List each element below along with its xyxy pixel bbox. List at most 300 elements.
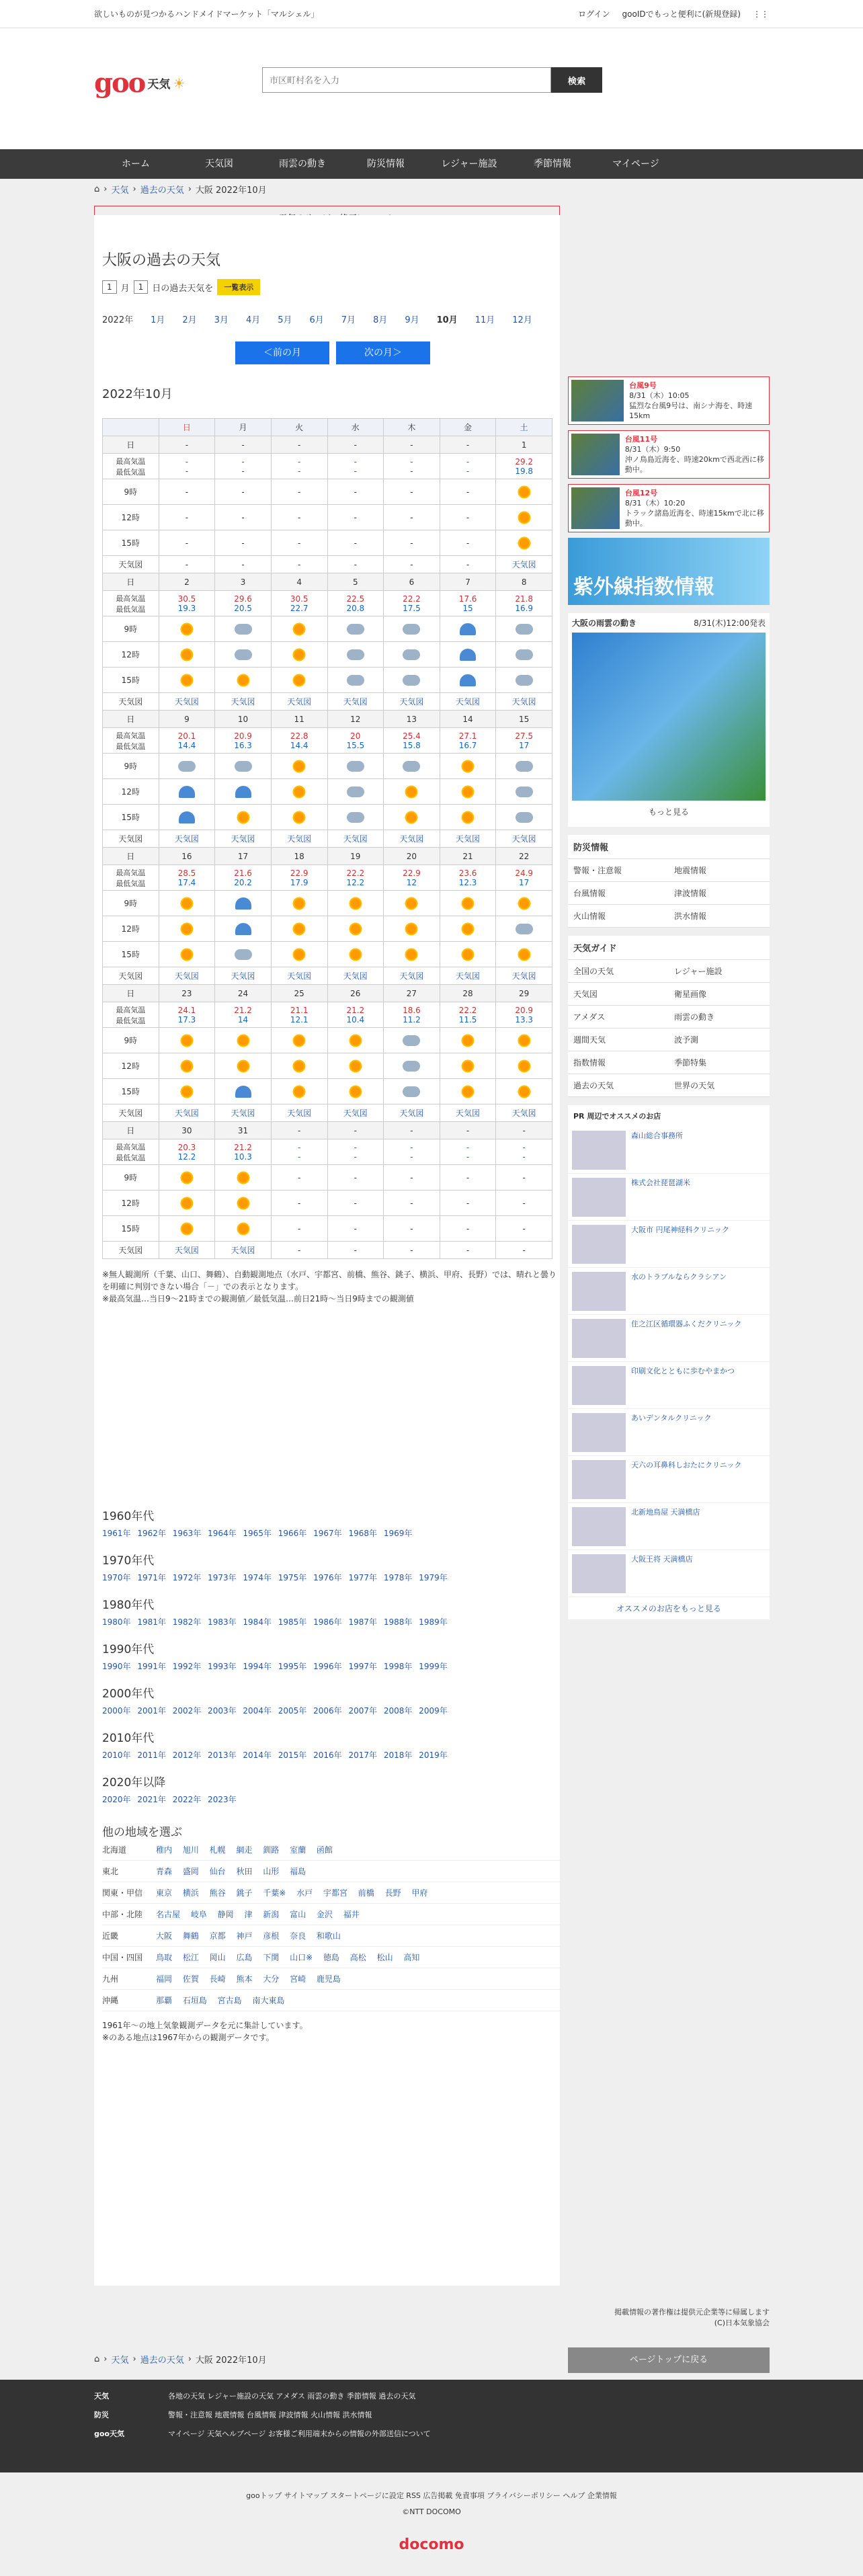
map-link[interactable]: 天気図 (384, 1104, 440, 1122)
year-links[interactable]: 1970年 1971年 1972年 1973年 1974年 1975年 1976年 1977年 1978年 1979年 (102, 1573, 448, 1582)
max-temp: 22.8 (290, 731, 309, 741)
footer-row (94, 2386, 769, 2405)
year-links[interactable]: 2020年 2021年 2022年 2023年 (102, 1795, 237, 1804)
weather-cell (440, 642, 496, 668)
map-row (103, 830, 552, 848)
sidebar-link[interactable]: 警報・注意報 (568, 859, 669, 882)
month-label: 月 (120, 283, 130, 294)
weather-cell (271, 479, 327, 505)
temp-cell (159, 1002, 215, 1028)
notes (102, 1269, 560, 1305)
promo-link[interactable]: 欲しいものが見つかるハンドメイドマーケット「マルシェル」 (94, 9, 319, 19)
prev-month-button[interactable]: ＜前の月 (235, 341, 329, 364)
weather-row (103, 891, 552, 916)
weekday: 土 (496, 419, 552, 436)
temp-cell (215, 865, 272, 891)
footer-links[interactable]: 警報・注意報 地震情報 台風情報 津波情報 火山情報 洪水情報 (168, 2411, 372, 2419)
nav-season[interactable]: 季節情報 (534, 159, 571, 169)
weather-cell (271, 1216, 327, 1242)
sun-icon (292, 759, 306, 774)
sidebar-link[interactable]: 世界の天気 (669, 1074, 770, 1097)
map-link[interactable]: 天気図 (496, 967, 552, 985)
weather-cell (440, 754, 496, 779)
date-row (103, 848, 552, 865)
map-link[interactable]: 天気図 (496, 556, 552, 573)
ad-item[interactable] (568, 1409, 770, 1456)
temp-cell (159, 1139, 215, 1165)
crumb-past[interactable]: 過去の天気 (140, 2356, 184, 2366)
date-cell: 29 (496, 985, 552, 1002)
city-links[interactable]: 名古屋 岐阜 静岡 津 新潟 富山 金沢 福井 (156, 1910, 360, 1919)
map-link[interactable]: 天気図 (159, 830, 215, 848)
row-label: 9時 (103, 1165, 159, 1191)
month-link[interactable]: 3月 (214, 315, 229, 325)
ad-item[interactable] (568, 1456, 770, 1503)
copyright: ©NTT DOCOMO (402, 2507, 461, 2516)
month-link[interactable]: 11月 (475, 315, 495, 325)
weather-cell (440, 1165, 496, 1191)
ad-item[interactable] (568, 1550, 770, 1597)
ad-item[interactable] (568, 1362, 770, 1409)
sidebar-link[interactable]: アメダス (568, 1006, 669, 1029)
typhoon-card[interactable] (568, 376, 770, 425)
max-temp: 21.6 (234, 868, 252, 878)
weather-cell (271, 1165, 327, 1191)
row-label: 12時 (103, 1053, 159, 1079)
weather-cell (159, 479, 215, 505)
temp-cell (327, 728, 384, 754)
ads-more-link[interactable]: オススメのお店をもっと見る (616, 1604, 721, 1613)
weather-cell (215, 916, 272, 942)
date-cell: - (440, 1122, 496, 1139)
row-label: 日 (103, 1122, 159, 1139)
date-row (103, 1122, 552, 1139)
no-data: - (185, 487, 189, 497)
weather-cell (440, 1028, 496, 1053)
no-data: - (466, 512, 470, 522)
weather-cell (271, 805, 327, 830)
no-data: - (410, 487, 413, 497)
min-temp: - (410, 1152, 413, 1162)
radar-map[interactable] (572, 633, 766, 801)
temp-cell (440, 591, 496, 616)
crumb-past[interactable]: 過去の天気 (140, 186, 184, 196)
weather-cell (384, 1079, 440, 1104)
login-link[interactable]: ログイン (578, 9, 610, 19)
logo[interactable] (94, 67, 185, 99)
map-link[interactable]: 天気図 (327, 967, 384, 985)
day-label: 日の過去天気を (152, 283, 214, 294)
max-temp: 22.2 (403, 594, 421, 604)
no-data: - (354, 1198, 357, 1208)
city-links[interactable]: 稚内 旭川 札幌 網走 釧路 室蘭 函館 (156, 1845, 333, 1855)
bottom-links (0, 2474, 863, 2576)
crumb-tenki[interactable]: 天気 (111, 2356, 129, 2366)
typhoon-card[interactable] (568, 484, 770, 532)
month-link[interactable]: 5月 (278, 315, 292, 325)
city-links[interactable]: 大阪 舞鶴 京都 神戸 彦根 奈良 和歌山 (156, 1931, 341, 1941)
sun-icon (179, 622, 194, 637)
month-link[interactable]: 1月 (151, 315, 165, 325)
map-link[interactable]: 天気図 (440, 967, 496, 985)
map-link[interactable]: 天気図 (327, 830, 384, 848)
sidebar-link[interactable]: 天気図 (568, 983, 669, 1006)
home-icon[interactable]: ⌂ (94, 2354, 100, 2364)
row-label (103, 1139, 159, 1165)
signup-link[interactable]: gooIDでもっと便利に(新規登録) (622, 9, 741, 19)
search-button[interactable]: 検索 (551, 67, 602, 93)
map-link: - (327, 556, 384, 573)
weather-row (103, 1165, 552, 1191)
weather-cell (440, 1053, 496, 1079)
note-2: ※最高気温…当日9〜21時までの観測値／最低気温…前日21時〜当日9時までの観測値 (102, 1294, 414, 1303)
weather-cell (215, 642, 272, 668)
weather-cell (215, 1191, 272, 1216)
sun-icon (460, 759, 475, 774)
weather-cell (159, 1165, 215, 1191)
sidebar-link[interactable]: 雨雲の動き (669, 1006, 770, 1029)
sun-icon (517, 947, 532, 962)
map-link[interactable]: 天気図 (440, 693, 496, 711)
temp-cell (271, 591, 327, 616)
min-temp: 15 (462, 603, 473, 613)
cloud-icon (178, 761, 196, 772)
cloud-icon (403, 624, 420, 635)
temp-cell (440, 1139, 496, 1165)
map-link[interactable]: 天気図 (215, 1242, 272, 1259)
max-temp: 21.2 (234, 1142, 252, 1152)
pager (235, 341, 560, 364)
max-temp: 21.8 (515, 594, 534, 604)
no-data: - (298, 1172, 301, 1182)
guide-box (568, 936, 770, 1097)
temp-cell (327, 865, 384, 891)
cloud-icon (235, 761, 252, 772)
ad-title: 天六の耳鼻科しおたにクリニック (631, 1461, 742, 1470)
max-temp: 20.3 (177, 1142, 196, 1152)
typhoon-date: 8/31（木）10:20 (624, 499, 686, 508)
no-data: - (410, 1223, 413, 1234)
min-temp: 14.4 (177, 740, 196, 750)
sidebar-link[interactable]: 波予測 (669, 1029, 770, 1051)
decade-title: 1990年代 (102, 1643, 155, 1656)
sidebar-link[interactable]: 週間天気 (568, 1029, 669, 1051)
min-temp: 11.5 (458, 1014, 477, 1024)
date-cell: 22 (496, 848, 552, 865)
date-cell: 13 (384, 711, 440, 728)
date-row (103, 985, 552, 1002)
crumb-current: 大阪 2022年10月 (195, 186, 267, 196)
nav-leisure[interactable]: レジャー施設 (441, 159, 497, 169)
date-cell: 25 (271, 985, 327, 1002)
ad-item[interactable] (568, 1127, 770, 1174)
date-cell: 11 (271, 711, 327, 728)
nav-disaster[interactable]: 防災情報 (367, 159, 405, 169)
max-temp: 27.5 (515, 731, 534, 741)
sidebar-link[interactable]: 衛星画像 (669, 983, 770, 1006)
weather-row (103, 942, 552, 967)
min-temp: 17.4 (177, 877, 196, 887)
weather-cell (496, 668, 552, 693)
city-links[interactable]: 青森 盛岡 仙台 秋田 山形 福島 (156, 1867, 306, 1876)
sun-icon (292, 673, 306, 688)
sun-icon (179, 922, 194, 936)
weather-cell (327, 479, 384, 505)
min-temp: 11.2 (403, 1014, 421, 1024)
sidebar-link[interactable]: 全国の天気 (568, 960, 669, 983)
weather-cell (496, 891, 552, 916)
date-cell: 15 (496, 711, 552, 728)
month-link[interactable]: 4月 (245, 315, 261, 325)
sidebar-link[interactable]: 洪水情報 (669, 905, 770, 928)
cloud-icon (403, 675, 420, 686)
month-link[interactable]: 8月 (373, 315, 388, 325)
sun-icon (292, 1059, 306, 1074)
sun-icon (179, 1196, 194, 1211)
no-data: - (298, 512, 301, 522)
row-label-line: 最高気温 (116, 1142, 146, 1152)
map-link[interactable]: 天気図 (215, 830, 272, 848)
map-link[interactable]: 天気図 (496, 1104, 552, 1122)
nav-home[interactable]: ホーム (122, 159, 150, 169)
bottom-link-list[interactable]: gooトップ サイトマップ スタートページに設定 RSS 広告掲載 免責事項 プライバシーポリシー ヘルプ 企業情報 (246, 2491, 617, 2500)
weather-cell (327, 1216, 384, 1242)
date-cell: 17 (215, 848, 272, 865)
radar-more-link[interactable]: もっと見る (648, 807, 689, 817)
next-month-button[interactable]: 次の月＞ (336, 341, 430, 364)
weather-row (103, 916, 552, 942)
map-link[interactable]: 天気図 (496, 830, 552, 848)
city-links[interactable]: 東京 横浜 熊谷 銚子 千葉※ 水戸 宇都宮 前橋 長野 甲府 (156, 1888, 428, 1898)
city-links[interactable]: 福岡 佐賀 長崎 熊本 大分 宮崎 鹿児島 (156, 1974, 341, 1984)
no-data: - (466, 1198, 470, 1208)
region-name: 九州 (102, 1974, 119, 1984)
cloud-icon (347, 812, 364, 823)
ad-item[interactable] (568, 1174, 770, 1221)
row-label-line: 最高気温 (116, 594, 146, 603)
nav-weather-map[interactable]: 天気図 (205, 159, 233, 169)
sun-icon (460, 947, 475, 962)
map-link[interactable]: 天気図 (384, 967, 440, 985)
year-links[interactable]: 2000年 2001年 2002年 2003年 2004年 2005年 2006年 2007年 2008年 2009年 (102, 1706, 448, 1716)
map-link[interactable]: 天気図 (384, 830, 440, 848)
city-links[interactable]: 那覇 石垣島 宮古島 南大東島 (156, 1996, 285, 2005)
min-temp: 14 (237, 1014, 249, 1024)
calendar-table (102, 418, 552, 1259)
year-links[interactable]: 1980年 1981年 1982年 1983年 1984年 1985年 1986年 1987年 1988年 1989年 (102, 1617, 448, 1627)
max-temp: 21.2 (234, 1005, 252, 1015)
footer-heading: goo天気 (94, 2429, 124, 2438)
map-link[interactable]: 天気図 (159, 1104, 215, 1122)
map-link[interactable]: 天気図 (159, 693, 215, 711)
row-label: 12時 (103, 779, 159, 805)
cloud-icon (516, 787, 533, 797)
month-link[interactable]: 7月 (341, 315, 356, 325)
no-data: - (522, 1223, 526, 1234)
home-icon[interactable]: ⌂ (94, 184, 100, 194)
temp-cell (327, 591, 384, 616)
weather-cell (440, 942, 496, 967)
map-link: - (440, 556, 496, 573)
map-link[interactable]: 天気図 (215, 693, 272, 711)
row-label: 天気図 (103, 1242, 159, 1259)
map-link[interactable]: 天気図 (159, 1242, 215, 1259)
map-link[interactable]: 天気図 (271, 693, 327, 711)
row-label (103, 1002, 159, 1028)
map-link[interactable]: 天気図 (271, 967, 327, 985)
map-link[interactable]: 天気図 (440, 1104, 496, 1122)
day-select[interactable]: 1 (134, 280, 149, 294)
footer-links[interactable]: マイページ 天気ヘルプページ お客様ご利用端末からの情報の外部送信について (168, 2429, 431, 2438)
sun-icon (292, 896, 306, 911)
weather-cell (215, 891, 272, 916)
sidebar-link[interactable]: 津波情報 (669, 882, 770, 905)
breadcrumb-bottom: ⌂ › 天気 › 過去の天気 › 大阪 2022年10月 (94, 2354, 267, 2366)
decade-title: 1970年代 (102, 1554, 155, 1568)
typhoon-desc: 沖ノ鳥島近海を、時速20kmで西北西に移動中。 (624, 455, 764, 474)
temp-cell (384, 1139, 440, 1165)
typhoon-date: 8/31（木）9:50 (624, 445, 681, 454)
weather-cell (496, 754, 552, 779)
max-temp: 21.1 (290, 1005, 309, 1015)
ad-item[interactable] (568, 1503, 770, 1550)
list-button[interactable]: 一覧表示 (217, 279, 260, 295)
date-cell: 21 (440, 848, 496, 865)
typhoon-card[interactable] (568, 430, 770, 479)
nav-rain-cloud[interactable]: 雨雲の動き (279, 159, 326, 169)
region-row (102, 1947, 560, 1968)
month-select[interactable]: 1 (102, 280, 117, 294)
sidebar-link[interactable]: 過去の天気 (568, 1074, 669, 1097)
no-data: - (298, 538, 301, 548)
row-label: 12時 (103, 916, 159, 942)
map-link: - (271, 1242, 327, 1259)
map-link[interactable]: 天気図 (271, 830, 327, 848)
weather-cell (496, 616, 552, 642)
sidebar-link[interactable]: 地震情報 (669, 859, 770, 882)
typhoon-name: 台風12号 (624, 489, 658, 497)
temp-cell (271, 454, 327, 479)
sidebar-link[interactable]: 指数情報 (568, 1051, 669, 1074)
map-link[interactable]: 天気図 (496, 693, 552, 711)
weather-cell (440, 805, 496, 830)
no-data: - (354, 1172, 357, 1182)
year-links[interactable]: 1990年 1991年 1992年 1993年 1994年 1995年 1996年 1997年 1998年 1999年 (102, 1662, 448, 1671)
apps-grid-icon[interactable]: ⋮⋮ (753, 9, 769, 19)
month-links (102, 313, 560, 325)
note-1: ※無人観測所（千葉、山口、舞鶴）、自動観測地点（水戸、宇都宮、前橋、熊谷、銚子、横浜、甲府、長野）では、晴れと曇りを明確に判別できない場合「－」での表示となります。 (102, 1270, 557, 1291)
date-cell: 30 (159, 1122, 215, 1139)
sun-icon (460, 1084, 475, 1099)
map-link[interactable]: 天気図 (271, 1104, 327, 1122)
map-link[interactable]: 天気図 (327, 693, 384, 711)
sidebar-link[interactable]: 季節特集 (669, 1051, 770, 1074)
weather-cell (327, 642, 384, 668)
uv-banner[interactable] (568, 538, 770, 605)
min-temp: - (185, 466, 189, 476)
map-link[interactable]: 天気図 (384, 693, 440, 711)
rain-icon (460, 623, 476, 635)
weather-cell (159, 616, 215, 642)
sun-icon (348, 896, 363, 911)
ad-item[interactable] (568, 1315, 770, 1362)
credit (568, 2307, 770, 2329)
ad-item[interactable] (568, 1268, 770, 1315)
row-label: 9時 (103, 479, 159, 505)
temp-cell (384, 454, 440, 479)
footer (0, 2380, 863, 2472)
footer-links[interactable]: 各地の天気 レジャー施設の天気 アメダス 雨雲の動き 季節情報 過去の天気 (168, 2392, 416, 2401)
temp-cell (159, 591, 215, 616)
sidebar-link[interactable]: 台風情報 (568, 882, 669, 905)
row-label-line: 最低気温 (116, 1016, 146, 1025)
nav-mypage[interactable]: マイページ (612, 159, 659, 169)
global-nav (0, 149, 863, 179)
date-cell: 24 (215, 985, 272, 1002)
map-link[interactable]: 天気図 (215, 1104, 272, 1122)
typhoon-map (571, 487, 620, 529)
radar-time: 8/31(木)12:00発表 (694, 618, 766, 628)
map-link[interactable]: 天気図 (215, 967, 272, 985)
weather-cell (496, 1028, 552, 1053)
date-row (103, 711, 552, 728)
cloud-icon (403, 1086, 420, 1097)
no-data: - (298, 1223, 301, 1234)
month-link[interactable]: 12月 (512, 315, 532, 325)
rain-icon (179, 811, 195, 823)
date-cell: 12 (327, 711, 384, 728)
weather-cell (496, 942, 552, 967)
page-top-button[interactable]: ページトップに戻る (568, 2347, 770, 2373)
date-cell: 3 (215, 573, 272, 591)
year-links[interactable]: 2010年 2011年 2012年 2013年 2014年 2015年 2016年 2017年 2018年 2019年 (102, 1750, 448, 1760)
cloud-icon (235, 624, 252, 635)
month-link[interactable]: 9月 (405, 315, 419, 325)
date-cell: 1 (496, 436, 552, 454)
min-temp: - (466, 466, 470, 476)
month-link[interactable]: 2月 (182, 315, 197, 325)
cloud-icon (516, 924, 533, 934)
weather-cell (440, 1191, 496, 1216)
sun-icon (292, 647, 306, 662)
no-data: - (241, 512, 245, 522)
radar-title: 大阪の雨雲の動き (572, 618, 637, 628)
min-temp: 10.4 (346, 1014, 365, 1024)
year-links[interactable]: 1961年 1962年 1963年 1964年 1965年 1966年 1967年 1968年 1969年 (102, 1529, 413, 1538)
weather-cell (215, 1053, 272, 1079)
temp-cell (327, 454, 384, 479)
weather-cell (384, 642, 440, 668)
min-temp: 20.5 (234, 603, 252, 613)
search-input[interactable] (262, 67, 551, 93)
date-cell: - (440, 436, 496, 454)
typhoon-map (571, 380, 624, 421)
ad-item[interactable] (568, 1221, 770, 1268)
sun-icon (348, 922, 363, 936)
map-link[interactable]: 天気図 (440, 830, 496, 848)
date-cell: 6 (384, 573, 440, 591)
month-link[interactable]: 6月 (309, 315, 324, 325)
map-link[interactable]: 天気図 (159, 967, 215, 985)
weather-cell (440, 1216, 496, 1242)
sun-icon (460, 784, 475, 799)
crumb-tenki[interactable]: 天気 (111, 186, 129, 196)
sidebar-link[interactable]: 火山情報 (568, 905, 669, 928)
weather-cell (271, 891, 327, 916)
map-link[interactable]: 天気図 (327, 1104, 384, 1122)
sidebar-link[interactable]: レジャー施設 (669, 960, 770, 983)
city-links[interactable]: 鳥取 松江 岡山 広島 下関 山口※ 徳島 高松 松山 高知 (156, 1953, 420, 1962)
